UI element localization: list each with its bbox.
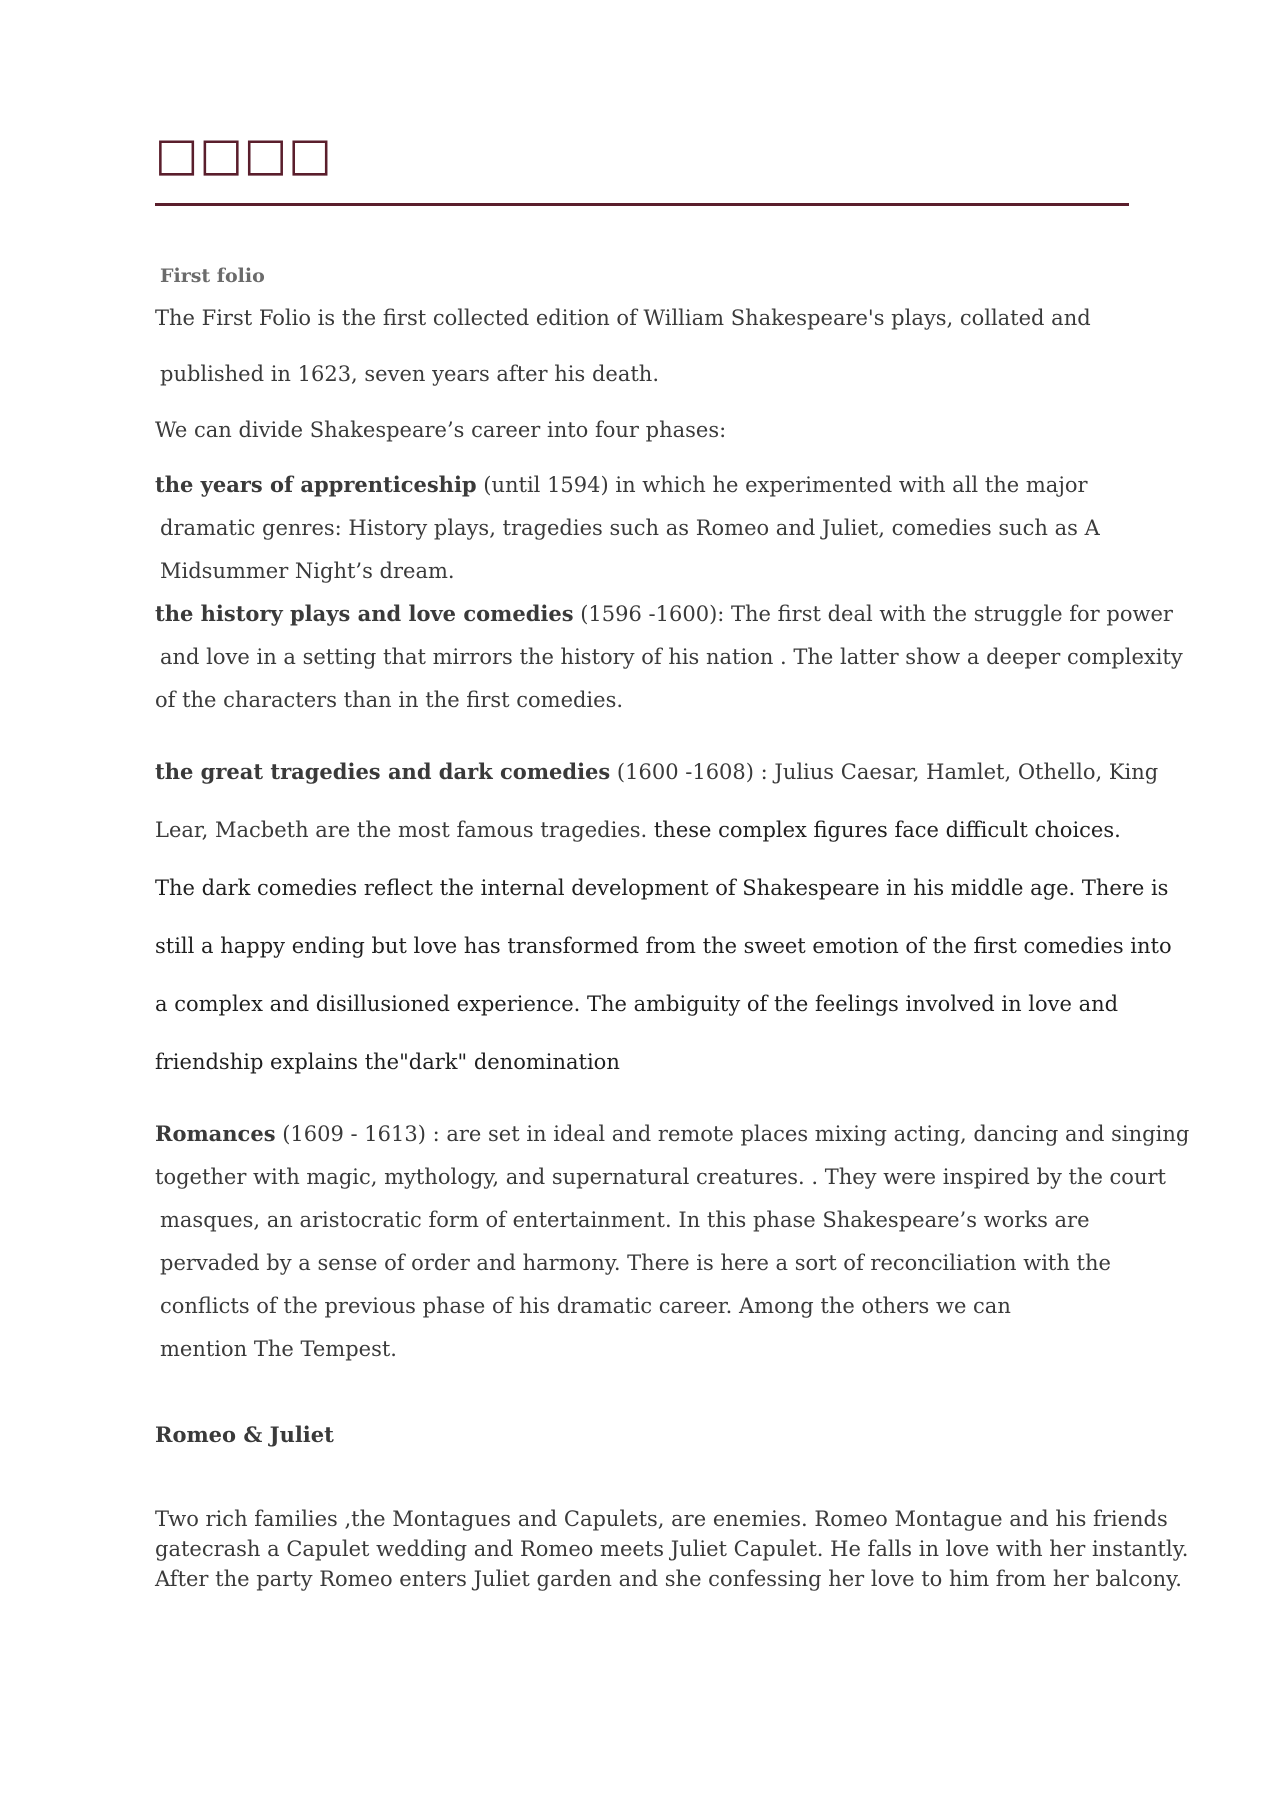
phase1-title: the years of apprenticeship xyxy=(155,472,477,497)
phase2-line-1 xyxy=(155,600,1173,628)
phase3-line-3: The dark comedies reflect the internal development of Shakespeare in his middle age. There is xyxy=(155,876,1169,900)
phase3-line-6: friendship explains the"dark" denomination xyxy=(155,1050,620,1074)
phase3-line-5: a complex and disillusioned experience. The ambiguity of the feelings involved in love and xyxy=(155,992,1119,1016)
phase1-line-3: Midsummer Night’s dream. xyxy=(160,559,455,583)
phase4-line-1 xyxy=(155,1120,1189,1148)
phase4-line-3: masques, an aristocratic form of entertainment. In this phase Shakespeare’s works are xyxy=(160,1208,1090,1232)
phase3-line-2 xyxy=(155,816,1121,844)
phase4-line-4: pervaded by a sense of order and harmony. There is here a sort of reconciliation with the xyxy=(160,1251,1111,1275)
phase3-line-4: still a happy ending but love has transformed from the sweet emotion of the first comedies into xyxy=(155,934,1172,958)
first-folio-line-2: published in 1623, seven years after his death. xyxy=(160,362,659,386)
romeo-juliet-line-3: After the party Romeo enters Juliet garden and she confessing her love to him from her balcony. xyxy=(155,1567,1182,1591)
phase2-line-3: of the characters than in the first comedies. xyxy=(155,688,624,712)
phase2-line-1-text: (1596 -1600): The first deal with the struggle for power xyxy=(573,602,1173,626)
first-folio-line-1: The First Folio is the first collected edition of William Shakespeare's plays, collated and xyxy=(155,306,1091,330)
title-divider xyxy=(155,203,1129,206)
phase1-line-1 xyxy=(155,471,1088,499)
phase4-line-5: conflicts of the previous phase of his dramatic career. Among the others we can xyxy=(160,1294,1011,1318)
romeo-juliet-line-2: gatecrash a Capulet wedding and Romeo meets Juliet Capulet. He falls in love with her instantly. xyxy=(155,1537,1189,1561)
page-title: □□□□ xyxy=(155,127,333,181)
romeo-juliet-heading: Romeo & Juliet xyxy=(155,1422,334,1447)
phase4-line-2: together with magic, mythology, and supernatural creatures. . They were inspired by the court xyxy=(155,1165,1166,1189)
career-intro: We can divide Shakespeare’s career into four phases: xyxy=(155,418,727,442)
first-folio-heading: First folio xyxy=(160,265,265,287)
phase4-line-6: mention The Tempest. xyxy=(160,1337,397,1361)
phase3-title: the great tragedies and dark comedies xyxy=(155,759,611,784)
phase4-line-1-text: (1609 - 1613) : are set in ideal and remote places mixing acting, dancing and singing xyxy=(275,1122,1190,1146)
romeo-juliet-line-1: Two rich families ,the Montagues and Capulets, are enemies. Romeo Montague and his friends xyxy=(155,1507,1168,1531)
phase1-line-2: dramatic genres: History plays, tragedies such as Romeo and Juliet, comedies such as A xyxy=(160,516,1100,540)
phase1-line-1-text: (until 1594) in which he experimented with all the major xyxy=(476,473,1088,497)
phase4-title: Romances xyxy=(155,1121,276,1146)
phase3-line-2a: Lear, Macbeth are the most famous tragedies. xyxy=(155,818,654,842)
phase2-line-2: and love in a setting that mirrors the history of his nation . The latter show a deeper complexity xyxy=(160,645,1183,669)
phase3-line-1-text: (1600 -1608) : Julius Caesar, Hamlet, Othello, King xyxy=(610,760,1159,784)
phase3-line-2b: these complex figures face difficult choices. xyxy=(653,818,1121,842)
phase3-line-1 xyxy=(155,758,1158,786)
phase2-title: the history plays and love comedies xyxy=(155,601,574,626)
